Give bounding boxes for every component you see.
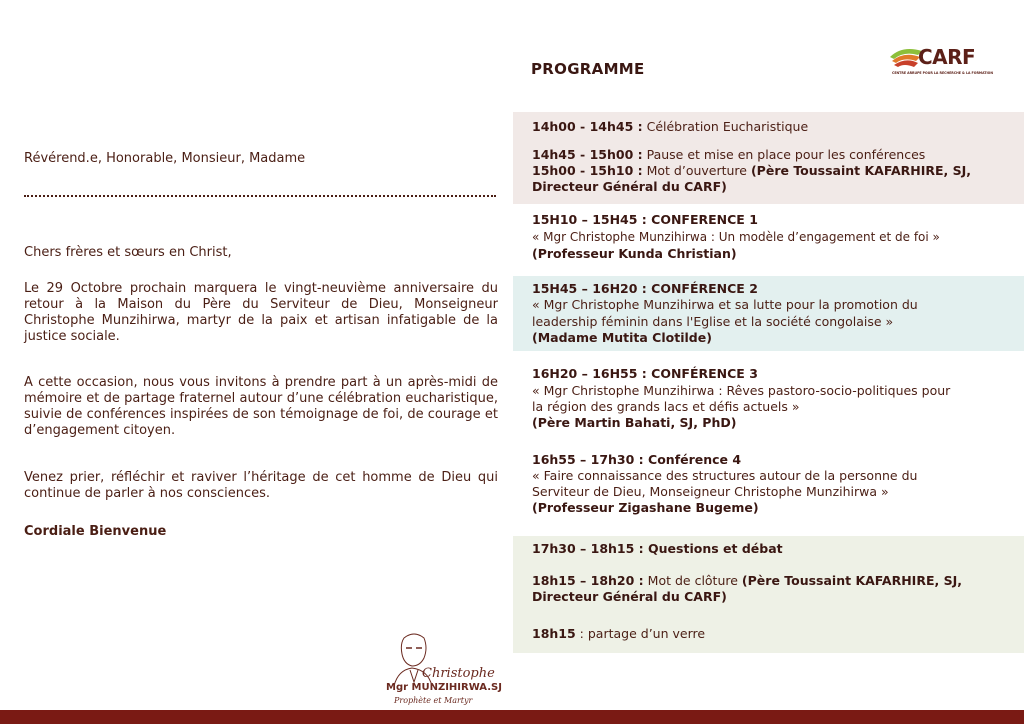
programme-row: la région des grands lacs et défis actuels » — [532, 399, 800, 414]
programme-row: 14h45 - 15h00 : Pause et mise en place pour les conférences — [532, 147, 926, 162]
paragraph-1: Le 29 Octobre prochain marquera le vingt-neuvième anniversaire du retour à la Maison du Père du Serviteur de Dieu, Monseigneur Christophe Munzihirwa, martyr de la paix et artisan infatigable de la justice sociale. — [24, 281, 498, 344]
signature-title: Mgr MUNZIHIRWA.SJ — [386, 682, 502, 693]
programme-row: 15h00 - 15h10 : Mot d’ouverture (Père Toussaint KAFARHIRE, SJ, — [532, 163, 972, 178]
programme-row: 16h55 – 17h30 : Conférence 4 — [532, 452, 742, 467]
closing: Cordiale Bienvenue — [24, 524, 167, 539]
programme-row: 18h15 : partage d’un verre — [532, 626, 706, 641]
carf-logo — [888, 43, 994, 83]
programme-row: Serviteur de Dieu, Monseigneur Christophe Munzihirwa » — [532, 484, 889, 499]
greeting: Révérend.e, Honorable, Monsieur, Madame — [24, 151, 306, 166]
paragraph-3: Venez prier, réfléchir et raviver l’héritage de cet homme de Dieu qui continue de parler à nos consciences. — [24, 470, 498, 501]
programme-row: 18h15 – 18h20 : Mot de clôture (Père Toussaint KAFARHIRE, SJ, — [532, 573, 962, 588]
programme-row: « Faire connaissance des structures autour de la personne du — [532, 468, 918, 483]
programme-row: leadership féminin dans l'Eglise et la société congolaise » — [532, 314, 894, 329]
programme-title: PROGRAMME — [531, 60, 645, 78]
dotted-divider — [24, 195, 496, 197]
paragraph-2: A cette occasion, nous vous invitons à prendre part à un après-midi de mémoire et de partage fraternel autour d’une célébration eucharistique, suivie de conférences inspirées de son témoignage de foi, de courage et d’engagement citoyen. — [24, 375, 498, 438]
programme-row: 14h00 - 14h45 : Célébration Eucharistique — [532, 119, 809, 134]
signature-emblem — [382, 630, 507, 710]
programme-row: Directeur Général du CARF) — [532, 179, 727, 194]
programme-row: (Père Martin Bahati, SJ, PhD) — [532, 415, 737, 430]
programme-row: 15H45 – 16H20 : CONFÉRENCE 2 — [532, 281, 758, 296]
programme-row: 15H10 – 15H45 : CONFERENCE 1 — [532, 212, 758, 227]
programme-row: « Mgr Christophe Munzihirwa : Rêves pastoro-socio-politiques pour — [532, 383, 951, 398]
programme-row: « Mgr Christophe Munzihirwa : Un modèle d’engagement et de foi » — [532, 230, 940, 244]
logo-name: CARF — [918, 45, 976, 69]
logo-subtitle: CENTRE ARRUPE POUR LA RECHERCHE & LA FORMATION — [892, 71, 994, 75]
programme-row: (Professeur Zigashane Bugeme) — [532, 500, 759, 515]
signature-name: Christophe — [422, 666, 495, 681]
programme-row: (Madame Mutita Clotilde) — [532, 330, 712, 345]
signature-subtitle: Prophète et Martyr — [394, 696, 473, 705]
salutation: Chers frères et sœurs en Christ, — [24, 245, 232, 260]
programme-row: Directeur Général du CARF) — [532, 589, 727, 604]
programme-row: « Mgr Christophe Munzihirwa et sa lutte pour la promotion du — [532, 297, 918, 312]
programme-row: 16H20 – 16H55 : CONFÉRENCE 3 — [532, 366, 758, 381]
programme-row: (Professeur Kunda Christian) — [532, 246, 737, 261]
footer-bar — [0, 710, 1024, 724]
programme-row: 17h30 – 18h15 : Questions et débat — [532, 541, 783, 556]
portrait-icon — [384, 630, 444, 690]
